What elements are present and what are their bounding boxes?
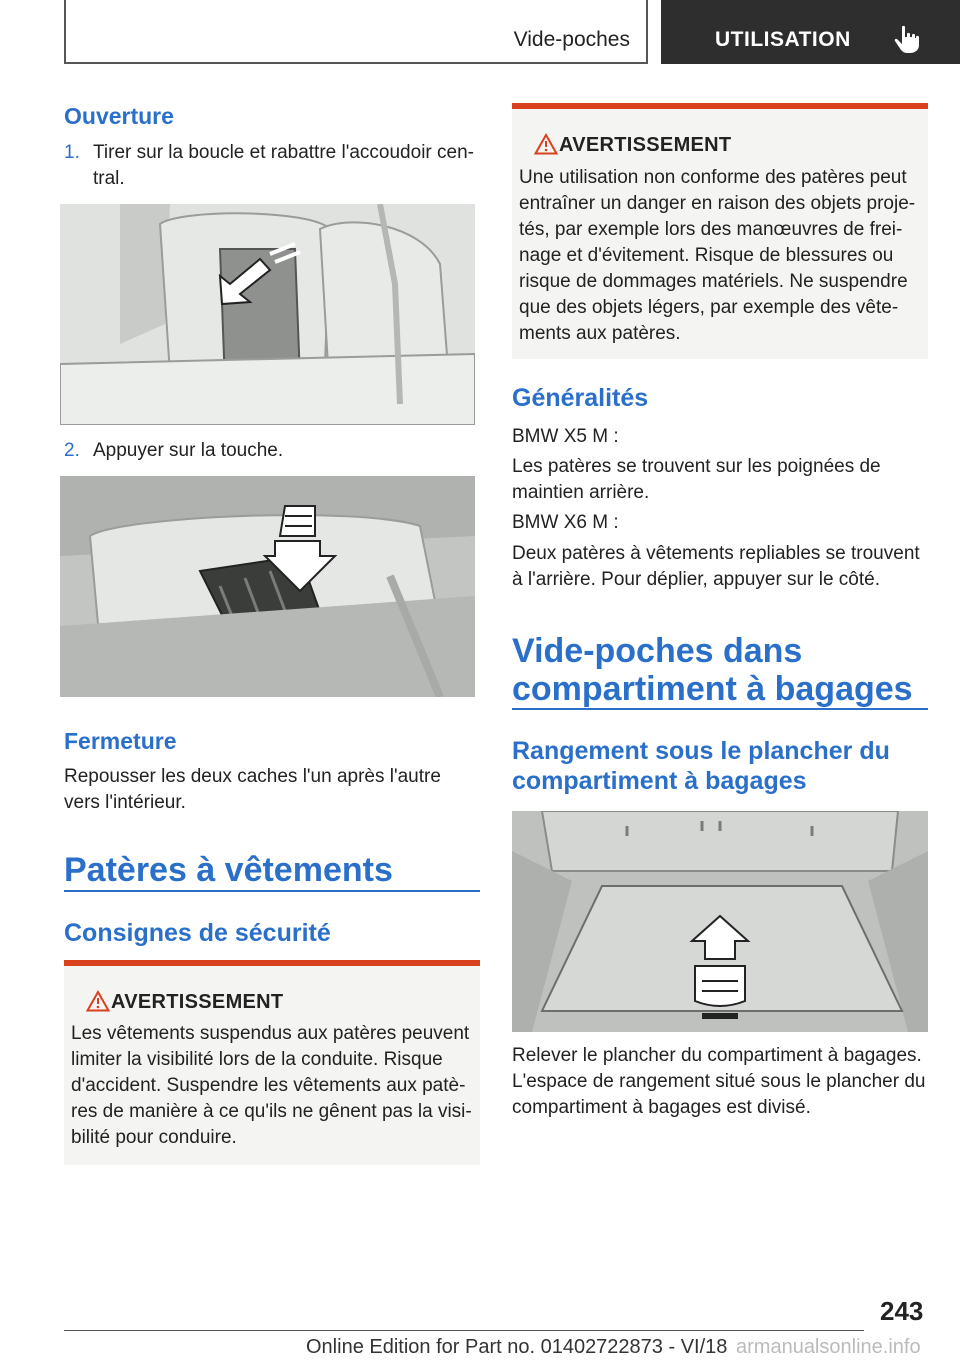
warning-triangle-icon [534,133,558,155]
step-number: 2. [64,440,80,461]
consignes-heading: Consignes de sécurité [64,919,331,947]
footer-rule [64,1330,864,1331]
footer-watermark: armanualsonline.info [736,1336,921,1358]
fermeture-heading: Fermeture [64,728,177,754]
footer-edition: Online Edition for Part no. 01402722873 - VI/18 [306,1336,728,1358]
step-1 [64,140,480,192]
heading-rule [512,708,928,710]
pateres-heading: Patères à vêtements [64,851,393,889]
chapter-title: UTILISATION [715,28,851,51]
warning-box-right [512,103,928,359]
step-number: 1. [64,142,80,163]
header-section-tab [64,0,648,64]
warning-text: Les vêtements suspendus aux patères peuvent limiter la visibilité lors de la conduite. Risque d'accident. Suspendre les vêtements aux patè‐res de manière à ce qu'ils ne gênent pas la visi‐bilité pour conduire. [71,1023,472,1148]
fermeture-text: Repousser les deux caches l'un après l'autre vers l'intérieur. [64,766,441,813]
generalites-line-4: Deux patères à vêtements repliables se trouvent à l'arrière. Pour déplier, appuyer sur le côté. [512,543,920,590]
step-text: Appuyer sur la touche. [93,440,284,461]
vide-poches-heading: Vide-poches dans compartiment à bagages [512,632,913,708]
generalites-line-1: BMW X5 M : [512,426,619,447]
hand-pointer-icon [893,24,921,54]
header-chapter-tab [661,0,960,64]
section-title: Vide-poches [513,28,630,51]
warning-box-left [64,960,480,1165]
page-number: 243 [880,1296,924,1326]
warning-triangle-icon [86,990,110,1012]
generalites-heading: Généralités [512,384,649,412]
warning-title: AVERTISSEMENT [559,134,732,156]
warning-title: AVERTISSEMENT [111,991,284,1013]
rangement-text: Relever le plancher du compartiment à bagages. L'espace de rangement situé sous le plancher du compartiment à bagages est divisé. [512,1045,926,1118]
heading-rule [64,890,480,892]
luggage-floor-figure [512,811,928,1032]
generalites-line-3: BMW X6 M : [512,512,619,533]
step-2 [64,438,480,464]
armrest-button-figure [60,476,475,697]
warning-text: Une utilisation non conforme des patères peut entraîner un danger en raison des objets proje‐tés, par exemple lors des manœuvres de frei‐nage et d'évitement. Risque de blessures ou risque de dommages matériels. Ne suspendre que des objets légers, par exemple des vête‐ments aux patères. [519,167,916,344]
armrest-figure [60,204,475,425]
ouverture-heading: Ouverture [64,103,174,129]
generalites-line-2: Les patères se trouvent sur les poignées de maintien arrière. [512,456,881,503]
step-text: Tirer sur la boucle et rabattre l'accoudoir cen‐tral. [93,142,474,189]
rangement-heading: Rangement sous le plancher du compartiment à bagages [512,737,890,795]
